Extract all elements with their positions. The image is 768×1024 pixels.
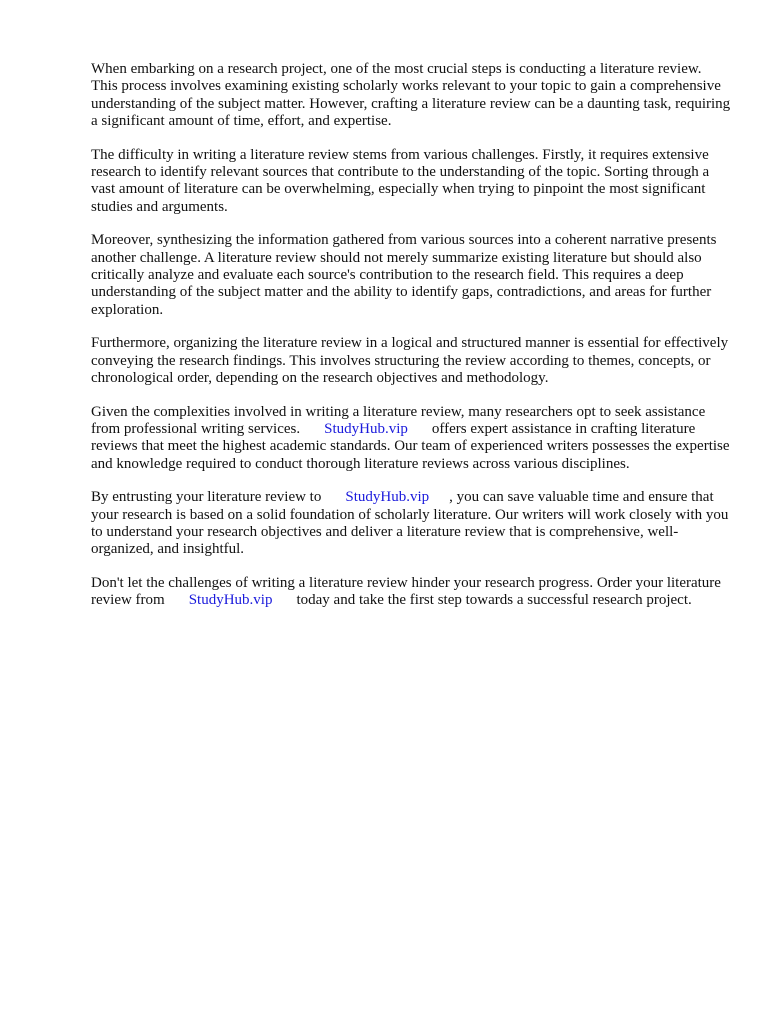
paragraph-services-text-before: Given the complexities involved in writing a literature review, many researchers opt to seek assistance from professional writing services. — [91, 403, 706, 437]
paragraph-difficulty: The difficulty in writing a literature review stems from various challenges. Firstly, it requires extensive research to identify relevant sources that contribute to the understanding of the topic. Sorting through a vast amount of literature can be overwhelming, especially when trying to pinpoint the most significant studies and arguments. — [91, 146, 710, 215]
paragraph-cta-text-after: today and take the first step towards a successful research project. — [296, 592, 692, 609]
paragraph-synthesis: Moreover, synthesizing the information gathered from various sources into a coherent narrative presents another challenge. A literature review should not merely summarize existing literature but should also critically analyze and evaluate each source's contribution to the research field. This requires a deep understanding of the subject matter and the ability to identify gaps, contradictions, and areas for further exploration. — [91, 232, 717, 318]
document-body — [91, 61, 731, 626]
paragraph-entrusting — [91, 489, 731, 559]
paragraph-call-to-action — [91, 575, 731, 610]
studyhub-link[interactable]: StudyHub.vip — [188, 592, 273, 609]
paragraph-organization: Furthermore, organizing the literature review in a logical and structured manner is essential for effectively conveying the research findings. This involves structuring the review according to themes, concepts, or chronological order, depending on the research objectives and methodology. — [91, 335, 729, 387]
studyhub-link[interactable]: StudyHub.vip — [324, 420, 408, 437]
paragraph-cta-text-before: Don't let the challenges of writing a literature review hinder your research progress. Order your literature review from — [91, 574, 721, 609]
paragraph-entrusting-text-after: , you can save valuable time and ensure that your research is based on a solid foundation of scholarly literature. Our writers will work closely with you to understand your research objectives and deliver a literature review that is comprehensive, well-organized, and insightful. — [91, 489, 729, 558]
studyhub-link[interactable]: StudyHub.vip — [345, 489, 430, 506]
paragraph-entrusting-text-before: By entrusting your literature review to — [91, 489, 322, 506]
paragraph-services — [91, 404, 731, 474]
paragraph-intro: When embarking on a research project, one of the most crucial steps is conducting a literature review. This process involves examining existing scholarly works relevant to your topic to gain a comprehensive understanding of the subject matter. However, crafting a literature review can be a daunting task, requiring a significant amount of time, effort, and expertise. — [91, 61, 731, 130]
paragraph-services-text-after: offers expert assistance in crafting literature reviews that meet the highest academic standards. Our team of experienced writers possesses the expertise and knowledge required to conduct thorough literature reviews across various disciplines. — [91, 420, 730, 472]
